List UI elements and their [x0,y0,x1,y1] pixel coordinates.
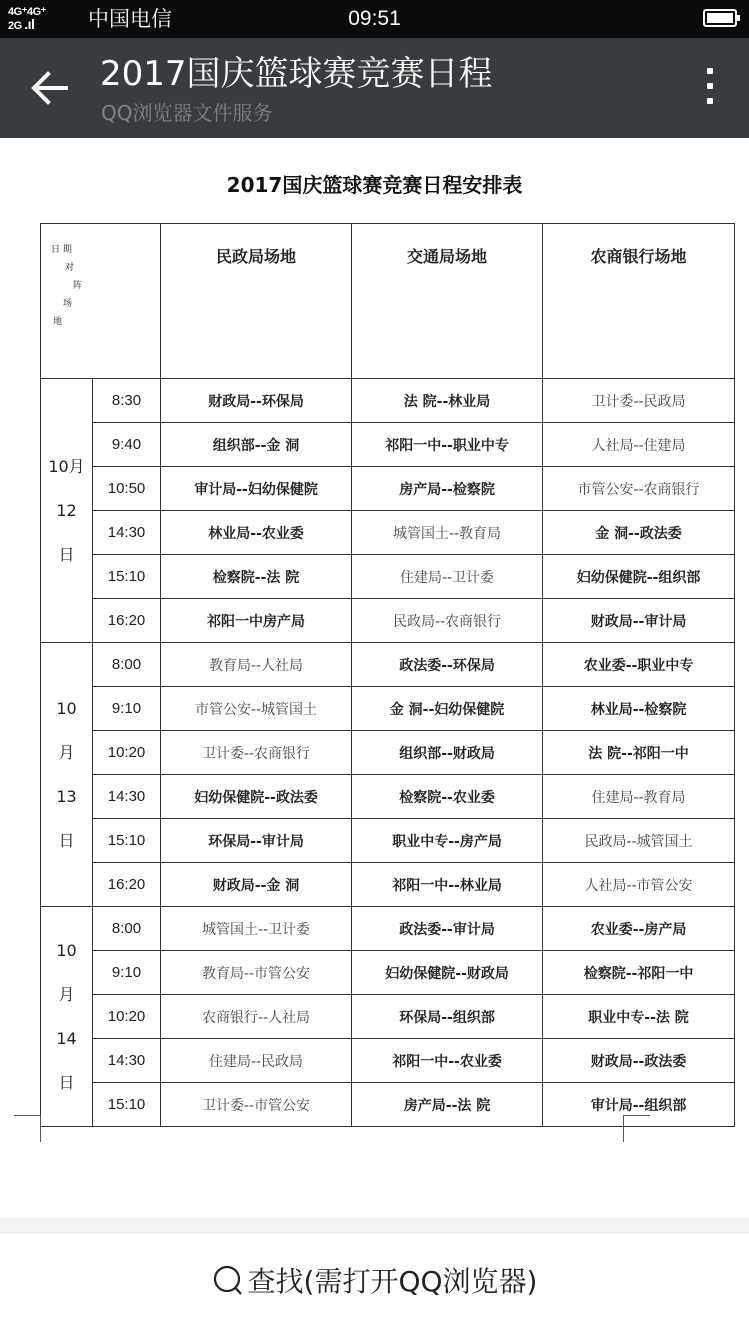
date-line: 月 [58,984,75,1004]
table-row [41,907,735,951]
date-line: 14 [56,1028,77,1048]
time-cell: 8:00 [93,643,161,687]
match-cell: 组织部--财政局 [352,731,543,775]
venue-header: 民政局场地 [161,224,352,379]
network-type-top: 4G⁺4G⁺ [8,6,46,18]
time-cell: 15:10 [93,819,161,863]
document-view[interactable] [0,138,749,1218]
match-cell: 林业局--农业委 [161,511,352,555]
time-cell: 16:20 [93,863,161,907]
match-cell: 检察院--农业委 [352,775,543,819]
match-cell: 住建局--卫计委 [352,555,543,599]
find-button[interactable] [0,1264,749,1300]
time-cell: 8:00 [93,907,161,951]
match-cell: 农业委--房产局 [543,907,735,951]
table-row [41,379,735,423]
table-row [41,951,735,995]
match-cell: 妇幼保健院--组织部 [543,555,735,599]
table-row [41,1039,735,1083]
match-cell: 组织部--金 洞 [161,423,352,467]
bottom-bar [0,1218,749,1333]
time-cell: 8:30 [93,379,161,423]
time-cell: 15:10 [93,1083,161,1127]
match-cell: 市管公安--城管国土 [161,687,352,731]
date-line: 12 [56,500,77,520]
match-cell: 环保局--审计局 [161,819,352,863]
match-cell: 农业委--职业中专 [543,643,735,687]
time-cell: 14:30 [93,1039,161,1083]
match-cell: 环保局--组织部 [352,995,543,1039]
match-cell: 房产局--检察院 [352,467,543,511]
match-cell: 卫计委--农商银行 [161,731,352,775]
match-cell: 职业中专--房产局 [352,819,543,863]
date-line: 日 [58,1072,75,1092]
match-cell: 政法委--审计局 [352,907,543,951]
date-line: 10 [56,698,77,718]
match-cell: 职业中专--法 院 [543,995,735,1039]
table-row [41,995,735,1039]
match-cell: 林业局--检察院 [543,687,735,731]
date-line: 13 [56,786,77,806]
time-cell: 10:20 [93,731,161,775]
table-row [41,423,735,467]
page-title: 2017国庆篮球赛竞赛日程 [100,54,493,94]
corner-label: 阵 [73,281,83,291]
match-cell: 卫计委--民政局 [543,379,735,423]
match-cell: 祁阳一中房产局 [161,599,352,643]
corner-label: 对 [65,263,75,273]
table-row [41,599,735,643]
time-cell: 9:40 [93,423,161,467]
match-cell: 祁阳一中--林业局 [352,863,543,907]
table-row [41,511,735,555]
time-cell: 9:10 [93,687,161,731]
time-cell: 15:10 [93,555,161,599]
match-cell: 农商银行--人社局 [161,995,352,1039]
match-cell: 政法委--环保局 [352,643,543,687]
schedule-table [40,223,735,1127]
match-cell: 卫计委--市管公安 [161,1083,352,1127]
date-line: 10月 [48,456,85,476]
status-time: 09:51 [348,7,401,30]
date-cell [41,643,93,907]
match-cell: 民政局--城管国土 [543,819,735,863]
match-cell: 祁阳一中--农业委 [352,1039,543,1083]
status-bar [0,0,749,38]
date-line: 10 [56,940,77,960]
venue-header: 农商银行场地 [543,224,735,379]
signal-bars-icon: .ıl [24,16,35,32]
time-cell: 14:30 [93,511,161,555]
crop-mark-right [623,1115,650,1142]
table-row [41,467,735,511]
table-row [41,863,735,907]
table-row [41,687,735,731]
battery-icon [703,9,737,27]
document-title: 2017国庆篮球赛竞赛日程安排表 [226,173,523,197]
match-cell: 祁阳一中--职业中专 [352,423,543,467]
date-cell [41,379,93,643]
match-cell: 住建局--教育局 [543,775,735,819]
more-options-button[interactable] [703,68,717,110]
date-line: 日 [58,544,75,564]
table-row [41,731,735,775]
match-cell: 检察院--祁阳一中 [543,951,735,995]
time-cell: 10:20 [93,995,161,1039]
match-cell: 人社局--住建局 [543,423,735,467]
match-cell: 城管国土--教育局 [352,511,543,555]
match-cell: 财政局--金 洞 [161,863,352,907]
match-cell: 财政局--审计局 [543,599,735,643]
match-cell: 财政局--政法委 [543,1039,735,1083]
match-cell: 民政局--农商银行 [352,599,543,643]
date-cell [41,907,93,1127]
match-cell: 审计局--妇幼保健院 [161,467,352,511]
more-dot-icon [707,68,713,74]
match-cell: 审计局--组织部 [543,1083,735,1127]
match-cell: 市管公安--农商银行 [543,467,735,511]
match-cell: 教育局--市管公安 [161,951,352,995]
search-icon [212,1264,244,1296]
match-cell: 人社局--市管公安 [543,863,735,907]
page-subtitle: QQ浏览器文件服务 [101,101,273,125]
more-dot-icon [707,98,713,104]
date-line: 日 [58,830,75,850]
table-row [41,819,735,863]
table-row [41,643,735,687]
table-row [41,775,735,819]
match-cell: 房产局--法 院 [352,1083,543,1127]
match-cell: 住建局--民政局 [161,1039,352,1083]
match-cell: 金 洞--政法委 [543,511,735,555]
match-cell: 法 院--祁阳一中 [543,731,735,775]
venue-header: 交通局场地 [352,224,543,379]
match-cell: 金 洞--妇幼保健院 [352,687,543,731]
time-cell: 10:50 [93,467,161,511]
corner-label: 地 [53,317,63,327]
time-cell: 9:10 [93,951,161,995]
time-cell: 16:20 [93,599,161,643]
network-type-bottom: 2G [8,20,22,32]
corner-label: 日 期 [51,245,72,255]
table-row [41,555,735,599]
match-cell: 检察院--法 院 [161,555,352,599]
crop-mark-left [14,1115,41,1142]
match-cell: 教育局--人社局 [161,643,352,687]
date-line: 月 [58,742,75,762]
back-button[interactable] [26,64,74,112]
carrier-name: 中国电信 [88,7,172,31]
header-row [41,224,735,379]
find-label: 查找(需打开QQ浏览器) [247,1265,538,1298]
corner-cell [41,224,161,379]
match-cell: 法 院--林业局 [352,379,543,423]
time-cell: 14:30 [93,775,161,819]
match-cell: 妇幼保健院--政法委 [161,775,352,819]
match-cell: 财政局--环保局 [161,379,352,423]
match-cell: 城管国土--卫计委 [161,907,352,951]
more-dot-icon [707,83,713,89]
match-cell: 妇幼保健院--财政局 [352,951,543,995]
app-bar [0,38,749,138]
back-arrow-icon [26,64,74,112]
corner-label: 场 [63,299,73,309]
